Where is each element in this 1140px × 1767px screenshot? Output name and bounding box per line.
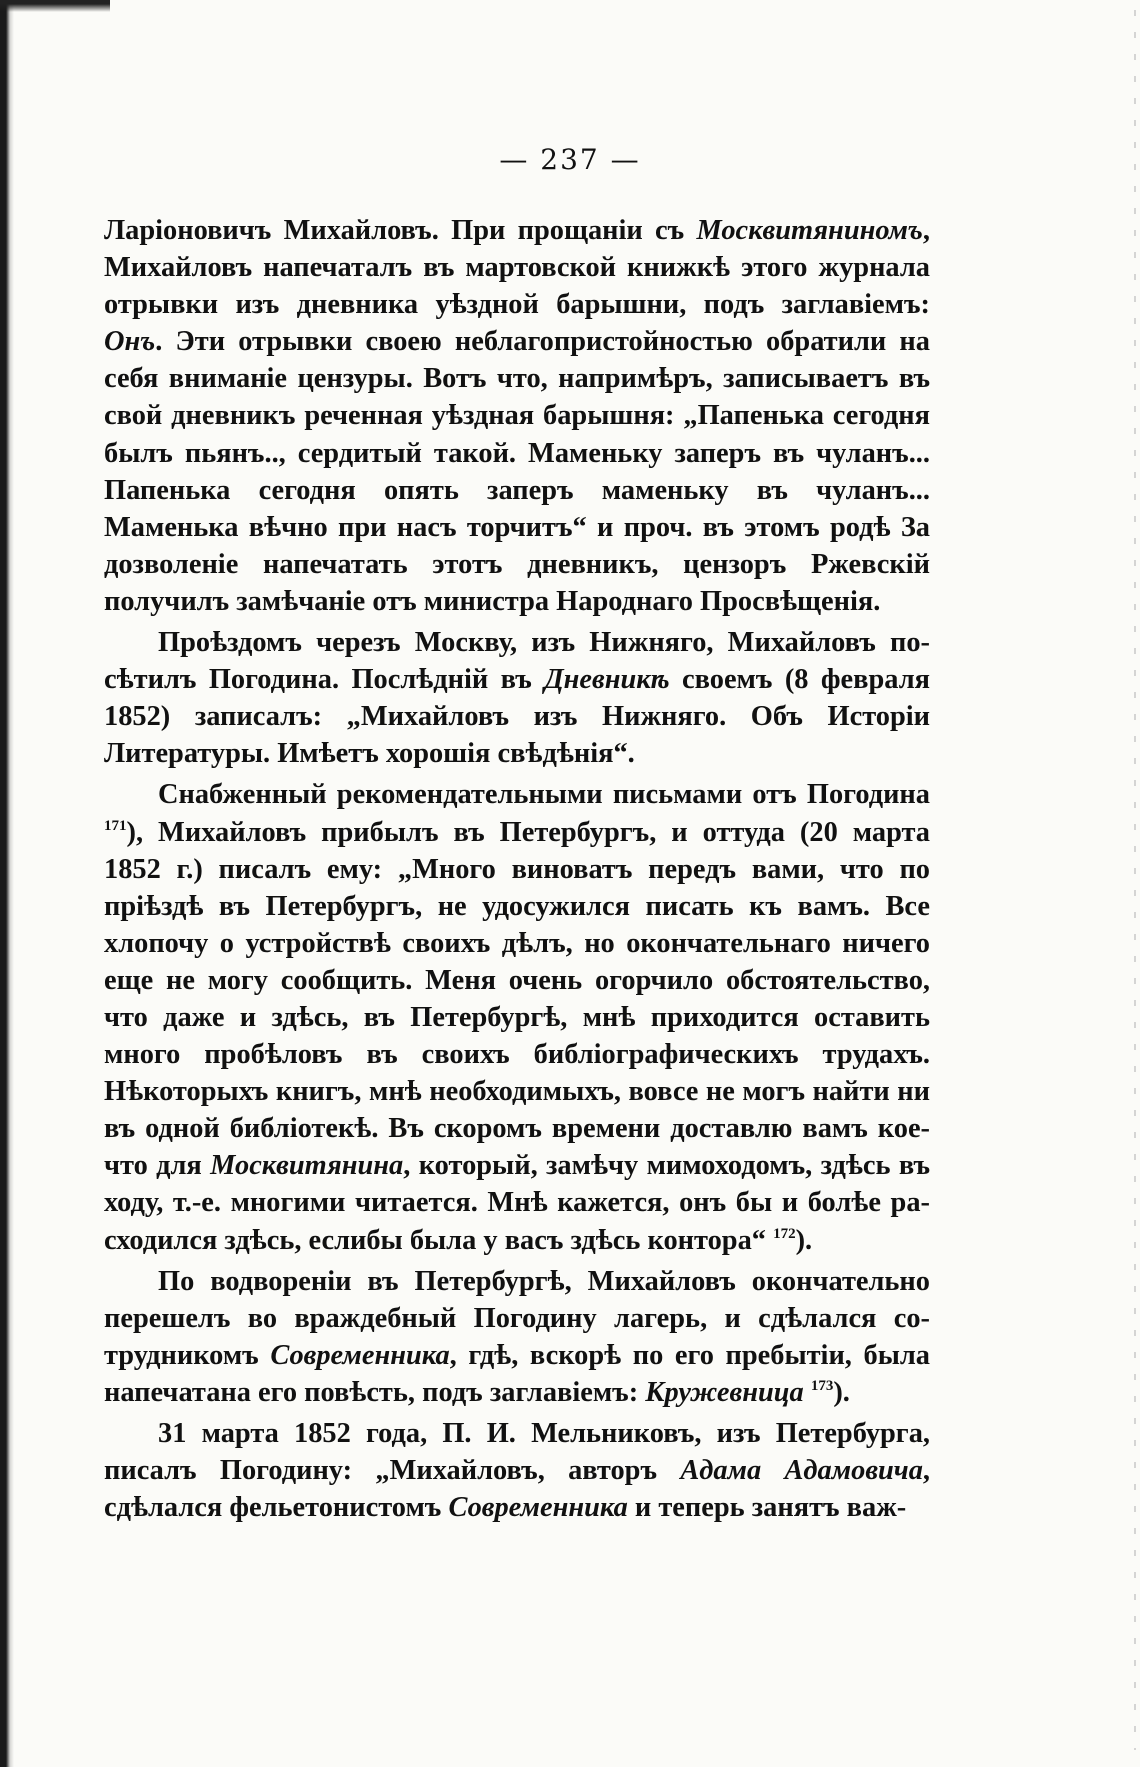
italic-title: Адама Адамовича [680, 1455, 923, 1487]
text-run: ). [833, 1376, 850, 1408]
paragraph [104, 1263, 930, 1411]
text-run: По водвореніи въ Петербургѣ, Михайловъ окончательно перешелъ во враждебный Погодину лагерь, и сдѣлался сотрудникомъ [104, 1265, 930, 1371]
italic-title: Дневникѣ [544, 664, 670, 696]
text-run: своемъ (8 февраля 1852) записалъ: „Михайловъ изъ Нижняго. Объ Исторіи Литературы. Имѣетъ хорошія свѣдѣнія“. [104, 664, 930, 770]
paragraph [104, 212, 930, 620]
text-run: Ларіоновичъ Михайловъ. При прощаніи съ [104, 215, 697, 246]
footnote-ref: 173 [810, 1377, 834, 1394]
text-run: Проѣздомъ черезъ Москву, изъ Нижняго, Михайловъ посѣтилъ Погодина. Послѣдній въ [104, 627, 930, 696]
footnote-ref: 172 [773, 1225, 796, 1242]
text-run: , Михайловъ напечаталъ въ мартовской книжкѣ этого журнала отрывки изъ дневника уѣздной барышни, подъ заглавіемъ: [104, 215, 930, 321]
italic-title: Москвитяниномъ [696, 215, 923, 246]
text-run: , сдѣлался фельетонистомъ [104, 1455, 931, 1524]
italic-title: Онъ [104, 326, 156, 358]
scan-corner-mark [0, 0, 110, 12]
scan-edge-right [1134, 10, 1136, 1750]
text-run: ). [795, 1224, 813, 1256]
paragraph [104, 776, 930, 1258]
body-text [104, 212, 930, 1526]
text-run: ), Михайловъ прибылъ въ Петербургъ, и оттуда (20 марта 1852 г.) писалъ ему: „Много виноватъ передъ вами, что по пріѣздѣ въ Петербургъ, не удосужился писать къ вамъ. Все хлопочу о устройствѣ своихъ дѣлъ, но окончательнаго ничего еще не могу сообщить. Меня очень огорчило обстоятельство, что даже и здѣсь, въ Петербургѣ, мнѣ приходится оставить много пробѣловъ въ своихъ библіографическихъ трудахъ. Нѣкоторыхъ книгъ, мнѣ необходимыхъ, вовсе не могъ найти ни въ одной библіотекѣ. Въ скоромъ времени доставлю вамъ кое-что для [104, 816, 930, 1182]
footnote-ref: 171 [104, 817, 127, 834]
italic-title: Современника [270, 1339, 450, 1371]
scan-edge-left [0, 0, 14, 1767]
text-run: , гдѣ, вскорѣ по его пребытіи, была напечатана его повѣсть, подъ заглавіемъ: [104, 1339, 930, 1408]
page-number: — 237 — [499, 143, 641, 176]
paragraph [104, 1415, 930, 1526]
text-run: Снабженный рекомендательными письмами отъ Погодина [158, 779, 930, 811]
text-run [804, 1377, 811, 1408]
paragraph [104, 624, 930, 772]
italic-title: Москвитянина [210, 1150, 404, 1182]
text-run: и теперь занятъ важ- [627, 1492, 907, 1524]
italic-title: Современника [448, 1492, 628, 1524]
text-run: , который, замѣчу мимоходомъ, здѣсь въ ходу, т.-е. многими читается. Мнѣ кажется, онъ бы и болѣе расходился здѣсь, еслибы была у васъ здѣсь контора“ [104, 1150, 931, 1256]
text-run: 31 марта 1852 года, П. И. Мельниковъ, изъ Петербурга, писалъ Погодину: „Михайловъ, авторъ [104, 1418, 930, 1487]
text-run: . Эти отрывки своею неблагопристойностью обратили на себя вниманіе цензуры. Вотъ что, напримѣръ, записываетъ въ свой дневникъ реченная уѣздная барышня: „Папенька сегодня былъ пьянъ.., сердитый такой. Маменьку заперъ въ чуланъ... Папенька сегодня опять заперъ маменьку въ чуланъ... Маменька вѣчно при насъ торчитъ“ и проч. въ этомъ родѣ За дозволеніе напечатать этотъ дневникъ, цензоръ Ржевскій получилъ замѣчаніе отъ министра Народнаго Просвѣщенія. [104, 326, 930, 617]
italic-title: Кружевница [645, 1376, 804, 1408]
